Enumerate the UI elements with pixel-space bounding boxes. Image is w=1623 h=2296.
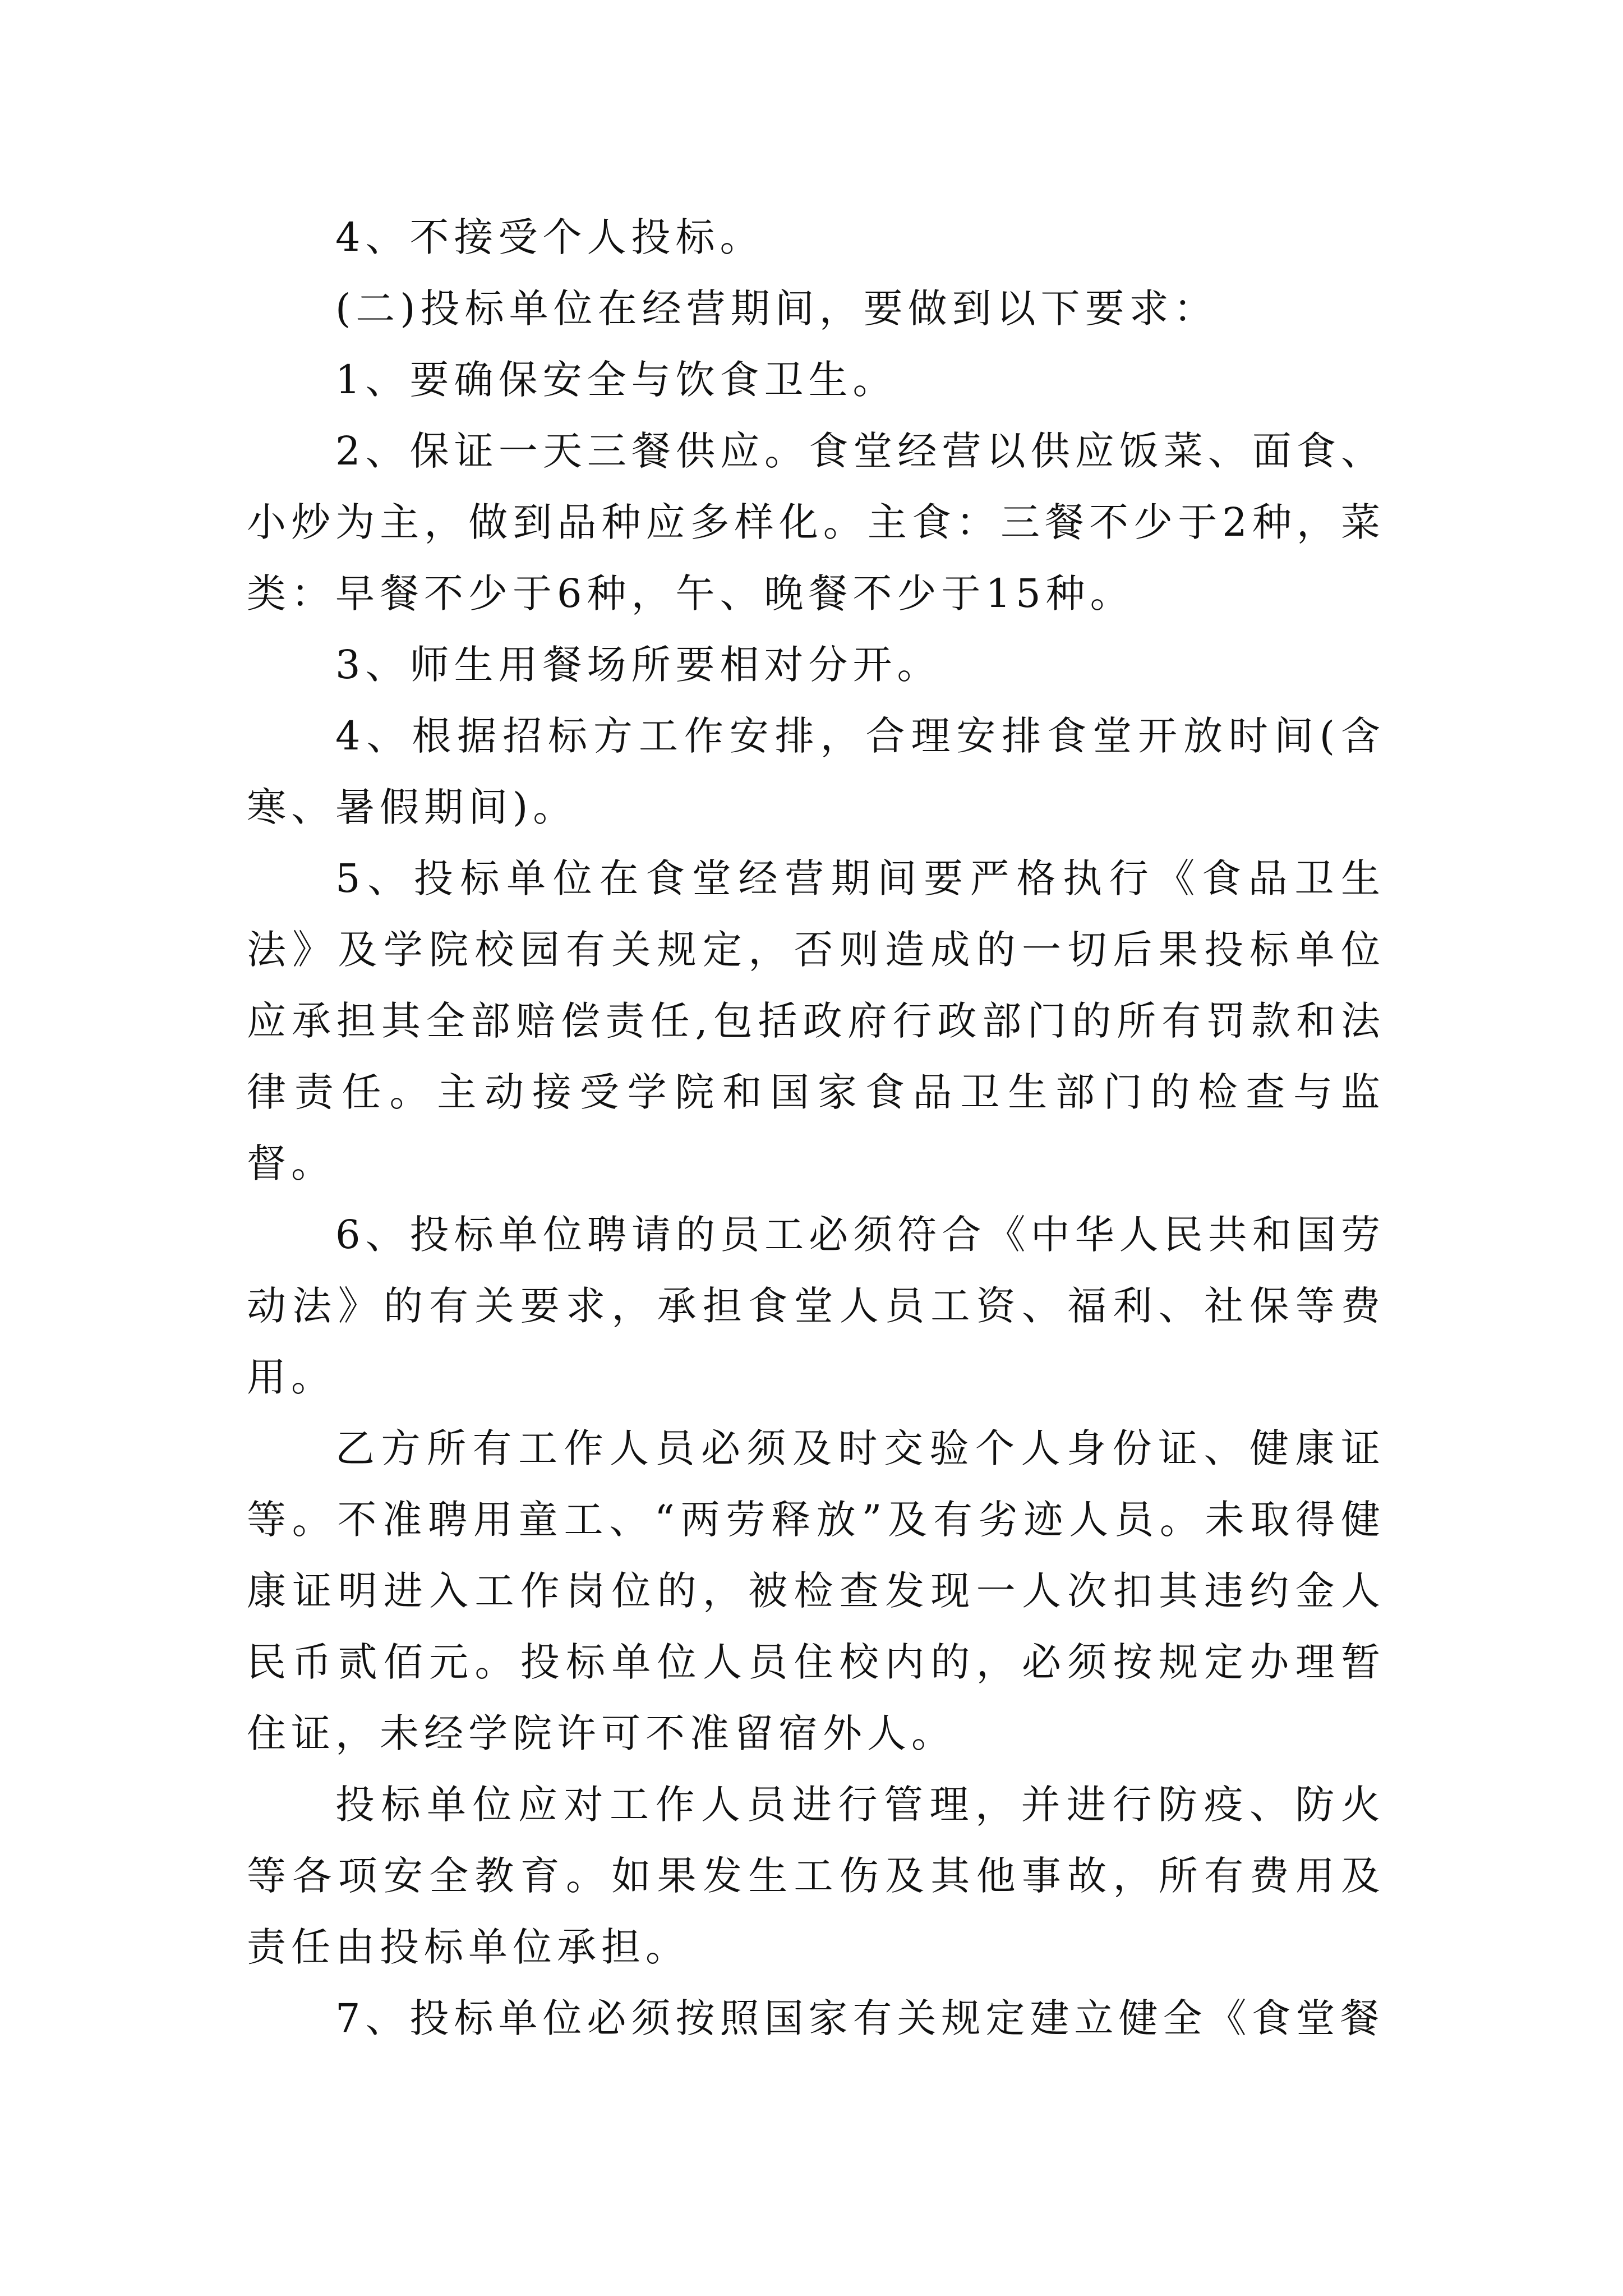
- paragraph-staff-management: 投标单位应对工作人员进行管理，并进行防疫、防火等各项安全教育。如果发生工伤及其他事故，所有费用及责任由投标单位承担。: [247, 1782, 1385, 1970]
- paragraph-item-2-meals: 2、保证一天三餐供应。食堂经营以供应饭菜、面食、小炒为主，做到品种应多样化。主食：三餐不少于2种，菜类：早餐不少于6种，午、晚餐不少于15种。: [247, 428, 1385, 616]
- section-heading-operation-requirements: (二)投标单位在经营期间，要做到以下要求：: [335, 286, 1218, 332]
- paragraph-item-4-opening-hours: 4、根据招标方工作安排，合理安排食堂开放时间(含寒、暑假期间)。: [247, 713, 1385, 830]
- paragraph-item-7-regulations: 7、投标单位必须按照国家有关规定建立健全《食堂餐: [335, 1995, 1385, 2041]
- paragraph-item-1-safety: 1、要确保安全与饮食卫生。: [335, 357, 897, 403]
- paragraph-staff-credentials: 乙方所有工作人员必须及时交验个人身份证、健康证等。不准聘用童工、“两劳释放”及有劣迹人员。未取得健康证明进入工作岗位的，被检查发现一人次扣其违约金人民币贰佰元。投标单位人员住校内的，必须按规定办理暂住证，未经学院许可不准留宿外人。: [247, 1425, 1385, 1756]
- document-body: [247, 202, 1385, 2054]
- paragraph-item-3-dining-areas: 3、师生用餐场所要相对分开。: [335, 642, 942, 688]
- paragraph-item-6-labor-law: 6、投标单位聘请的员工必须符合《中华人民共和国劳动法》的有关要求，承担食堂人员工资、福利、社保等费用。: [247, 1212, 1385, 1400]
- paragraph-item-4-no-individual: 4、不接受个人投标。: [335, 214, 764, 260]
- paragraph-item-5-food-hygiene-law: 5、投标单位在食堂经营期间要严格执行《食品卫生法》及学院校园有关规定，否则造成的一切后果投标单位应承担其全部赔偿责任,包括政府行政部门的所有罚款和法律责任。主动接受学院和国家食品卫生部门的检查与监督。: [247, 855, 1385, 1186]
